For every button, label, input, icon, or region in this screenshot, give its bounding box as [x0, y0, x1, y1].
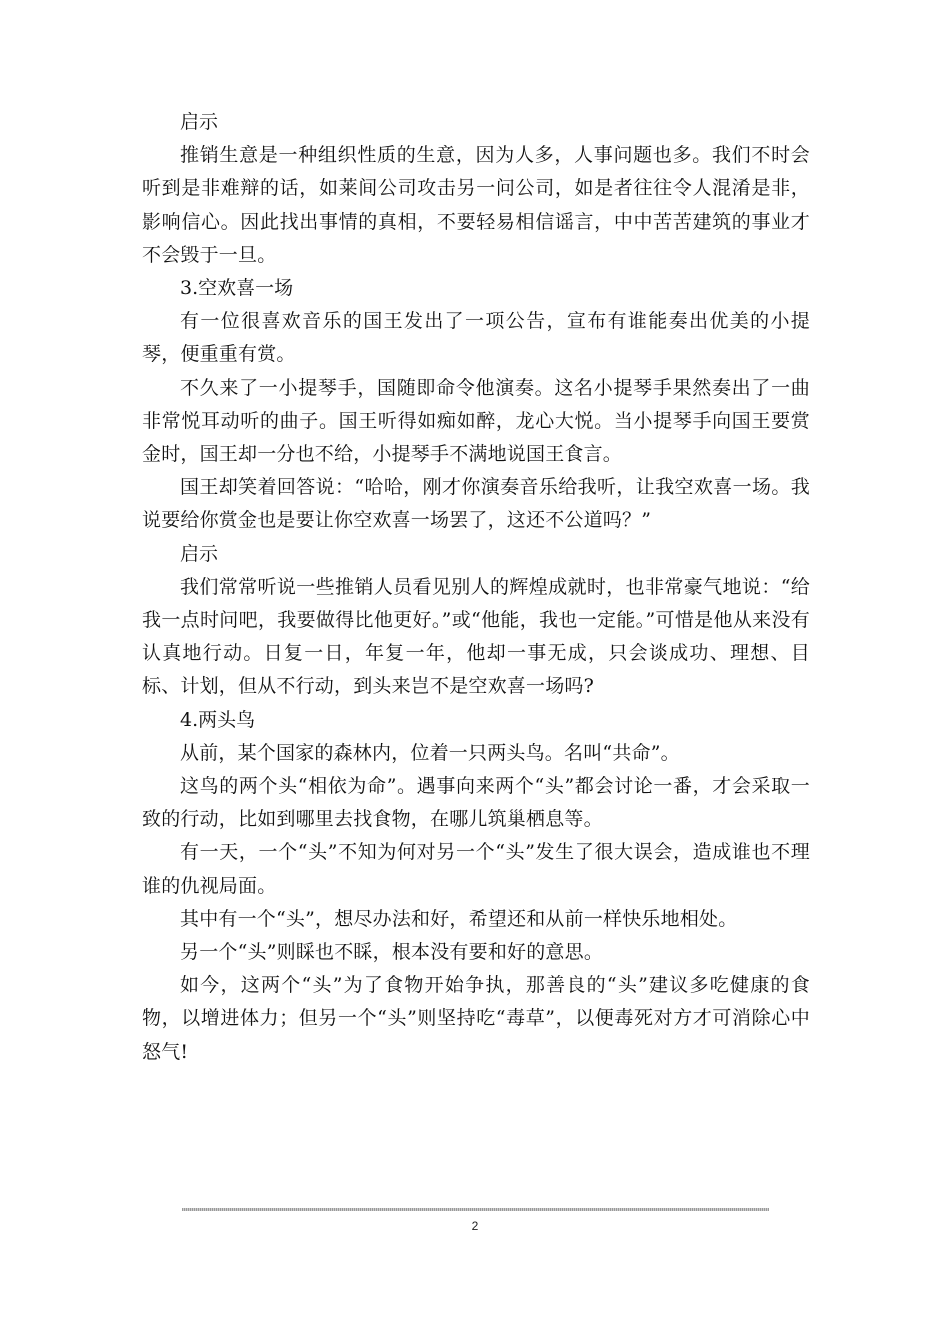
paragraph: 有一位很喜欢音乐的国王发出了一项公告，宣布有谁能奏出优美的小提琴，便重重有赏。	[142, 310, 810, 366]
paragraph: 从前，某个国家的森林内，位着一只两头鸟。名叫“共命”。	[180, 741, 680, 764]
paragraph: 另一个“头”则睬也不睬，根本没有要和好的意思。	[180, 941, 604, 964]
section-heading-story-4: 4.两头鸟	[180, 708, 256, 731]
footer-divider	[182, 1208, 769, 1211]
paragraph: 如今，这两个“头”为了食物开始争执，那善良的“头”建议多吃健康的食物，以增进体力；但另一个“头”则坚持吃“毒草”，以便毒死对方才可消除心中怒气!	[142, 974, 810, 1063]
section-heading-story-3: 3.空欢喜一场	[180, 277, 294, 300]
paragraph: 有一天，一个“头”不知为何对另一个“头”发生了很大误会，造成谁也不理谁的仇视局面。	[142, 841, 810, 897]
page-number: 2	[471, 1219, 479, 1233]
paragraph: 国王却笑着回答说：“哈哈，刚才你演奏音乐给我听，让我空欢喜一场。我说要给你赏金也是要让你空欢喜一场罢了，这还不公道吗？”	[142, 476, 810, 532]
section-heading-insight: 启示	[180, 111, 219, 133]
section-heading-insight: 启示	[180, 542, 219, 565]
paragraph: 其中有一个“头”，想尽办法和好，希望还和从前一样快乐地相处。	[180, 907, 738, 930]
paragraph: 推销生意是一种组织性质的生意，因为人多，人事问题也多。我们不时会听到是非难辩的话，如莱间公司攻击另一问公司，如是者往往令人混淆是非，影响信心。因此找出事情的真相，不要轻易相信谣言，中中苦苦建筑的事业才不会毁于一旦。	[142, 144, 810, 266]
paragraph: 不久来了一小提琴手，国随即命令他演奏。这名小提琴手果然奏出了一曲非常悦耳动听的曲子。国王听得如痴如醉，龙心大悦。当小提琴手向国王要赏金时，国王却一分也不给，小提琴手不满地说国王食言。	[142, 376, 810, 466]
paragraph: 这鸟的两个头“相依为命”。遇事向来两个“头”都会讨论一番，才会采取一致的行动，比如到哪里去找食物，在哪儿筑巢栖息等。	[142, 775, 810, 831]
paragraph: 我们常常听说一些推销人员看见别人的辉煌成就时，也非常豪气地说：“给我一点时问吧，我要做得比他更好。”或“他能，我也一定能。”可惜是他从来没有认真地行动。日复一日，年复一年，他却一事无成，只会谈成功、理想、目标、计划，但从不行动，到头来岂不是空欢喜一场吗?	[142, 575, 810, 698]
document-body	[142, 106, 810, 1069]
